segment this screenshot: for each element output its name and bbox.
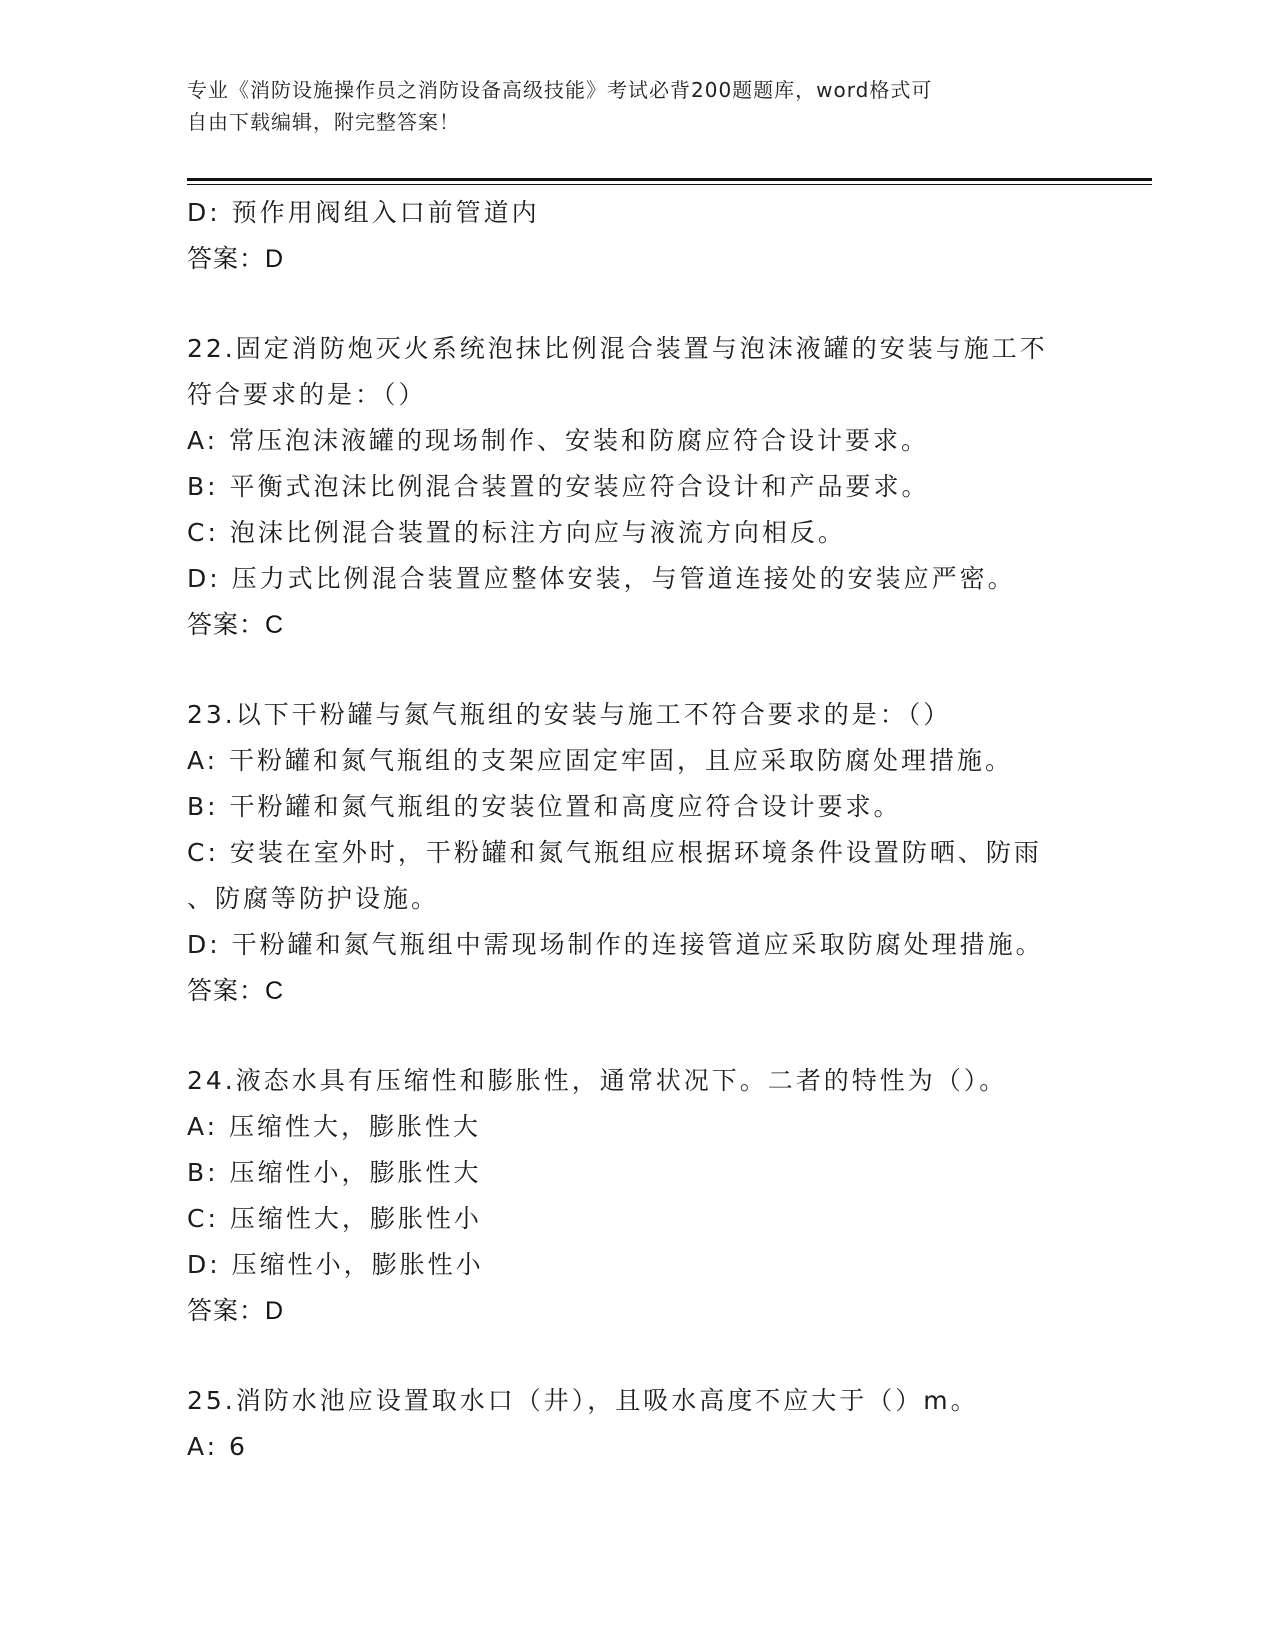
previous-question-tail	[187, 190, 1117, 282]
option-b: B: 平衡式泡沫比例混合装置的安装应符合设计和产品要求。	[187, 472, 930, 501]
option-c: C: 安装在室外时，干粉罐和氮气瓶组应根据环境条件设置防晒、防雨	[187, 838, 1042, 867]
spacer	[187, 648, 1117, 692]
option-d: D: 预作用阀组入口前管道内	[187, 198, 540, 227]
option-c-continued: 、防腐等防护设施。	[187, 884, 440, 913]
answer-line: 答案：D	[187, 245, 285, 273]
option-c: C: 泡沫比例混合装置的标注方向应与液流方向相反。	[187, 518, 846, 547]
question-stem: 24.液态水具有压缩性和膨胀性，通常状况下。二者的特性为（）。	[187, 1066, 1008, 1095]
option-b: B: 压缩性小，膨胀性大	[187, 1158, 482, 1187]
option-a: A: 常压泡沫液罐的现场制作、安装和防腐应符合设计要求。	[187, 426, 930, 455]
option-d: D: 压力式比例混合装置应整体安装，与管道连接处的安装应严密。	[187, 564, 1016, 593]
question-22	[187, 326, 1117, 648]
spacer	[187, 282, 1117, 326]
question-25	[187, 1378, 1117, 1470]
question-24	[187, 1058, 1117, 1334]
header-divider-thin	[187, 184, 1152, 185]
option-a: A: 干粉罐和氮气瓶组的支架应固定牢固，且应采取防腐处理措施。	[187, 746, 1014, 775]
answer-line: 答案：D	[187, 1297, 285, 1325]
answer-line: 答案：C	[187, 977, 285, 1005]
spacer	[187, 1014, 1117, 1058]
header-line-1: 专业《消防设施操作员之消防设备高级技能》考试必背200题题库，word格式可	[187, 78, 933, 102]
answer-line: 答案：C	[187, 611, 285, 639]
question-stem: 23.以下干粉罐与氮气瓶组的安装与施工不符合要求的是：（）	[187, 700, 952, 729]
question-23	[187, 692, 1117, 1014]
question-content	[187, 190, 1117, 1470]
question-stem: 25.消防水池应设置取水口（井），且吸水高度不应大于（）m。	[187, 1386, 979, 1415]
option-a: A: 压缩性大，膨胀性大	[187, 1112, 482, 1141]
question-stem: 符合要求的是：（）	[187, 380, 427, 409]
question-stem: 22.固定消防炮灭火系统泡抹比例混合装置与泡沫液罐的安装与施工不	[187, 334, 1048, 363]
header-line-2: 自由下载编辑，附完整答案！	[187, 110, 460, 134]
spacer	[187, 1334, 1117, 1378]
option-d: D: 干粉罐和氮气瓶组中需现场制作的连接管道应采取防腐处理措施。	[187, 930, 1044, 959]
header-divider-thick	[187, 178, 1152, 181]
option-d: D: 压缩性小，膨胀性小	[187, 1250, 484, 1279]
option-b: B: 干粉罐和氮气瓶组的安装位置和高度应符合设计要求。	[187, 792, 902, 821]
option-c: C: 压缩性大，膨胀性小	[187, 1204, 482, 1233]
option-a: A: 6	[187, 1432, 248, 1461]
document-header	[187, 74, 1067, 138]
